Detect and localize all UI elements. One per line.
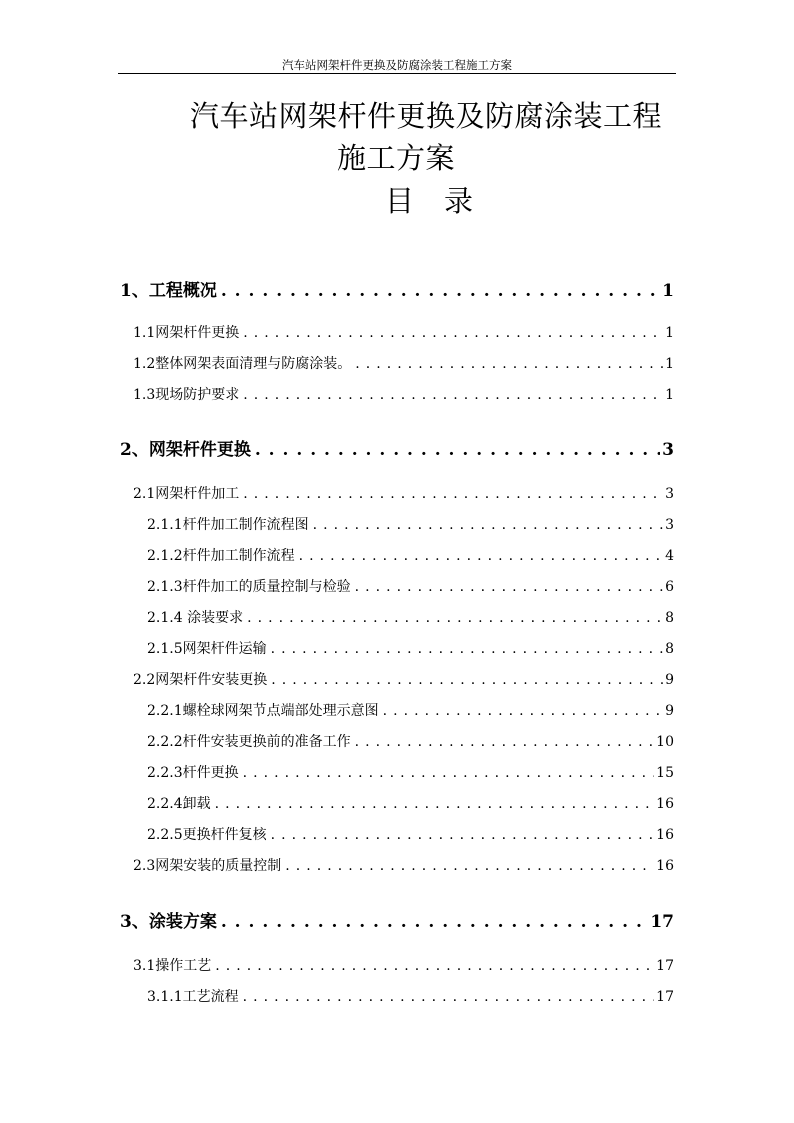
toc-entry[interactable]: [147, 607, 674, 627]
document-title-line-1: 汽车站网架杆件更换及防腐涂装工程: [190, 99, 663, 133]
toc-entry-label: 1、工程概况: [120, 281, 217, 301]
toc-dot-leader: [243, 989, 655, 1005]
toc-entry-page: 16: [656, 827, 674, 843]
toc-entry[interactable]: [147, 762, 674, 782]
toc-entry-label: 2.2.1螺栓球网架节点端部处理示意图: [147, 703, 379, 719]
toc-entry-label: 3.1操作工艺: [133, 958, 212, 974]
toc-entry-label: 2、网架杆件更换: [120, 440, 251, 460]
toc-entry-page: 1: [665, 356, 674, 372]
toc-entry[interactable]: [133, 483, 674, 503]
toc-entry[interactable]: [147, 700, 674, 720]
toc-entry-page: 16: [656, 858, 674, 874]
toc-entry-page: 3: [665, 486, 674, 502]
toc-entry-label: 2.2.2杆件安装更换前的准备工作: [147, 734, 351, 750]
toc-dot-leader: [285, 858, 654, 874]
toc-entry-page: 10: [656, 734, 674, 750]
toc-dot-leader: [215, 958, 654, 974]
toc-entry-page: 8: [665, 610, 674, 626]
toc-entry[interactable]: [147, 793, 674, 813]
toc-dot-leader: [221, 912, 648, 932]
toc-entry-label: 2.1网架杆件加工: [133, 486, 240, 502]
toc-dot-leader: [243, 486, 663, 502]
toc-entry-label: 2.1.5网架杆件运输: [147, 641, 267, 657]
toc-entry-page: 3: [662, 440, 674, 460]
toc-entry-page: 9: [665, 672, 674, 688]
toc-entry[interactable]: [133, 855, 674, 875]
toc-entry-label: 2.1.3杆件加工的质量控制与检验: [147, 579, 351, 595]
toc-entry-page: 17: [656, 958, 674, 974]
toc-entry-page: 1: [665, 325, 674, 341]
toc-entry-page: 1: [662, 281, 674, 301]
toc-entry[interactable]: [147, 514, 674, 534]
toc-dot-leader: [383, 703, 663, 719]
toc-entry[interactable]: [133, 384, 674, 404]
toc-entry-page: 9: [665, 703, 674, 719]
toc-entry[interactable]: [133, 322, 674, 342]
toc-entry-label: 1.1网架杆件更换: [133, 325, 240, 341]
running-header: 汽车站网架杆件更换及防腐涂装工程施工方案: [282, 58, 512, 72]
toc-entry-label: 2.1.4 涂装要求: [147, 610, 244, 626]
toc-entry-label: 2.1.1杆件加工制作流程图: [147, 517, 309, 533]
document-title-line-2: 施工方案: [337, 141, 456, 175]
toc-entry-page: 17: [650, 912, 674, 932]
toc-entry[interactable]: [147, 638, 674, 658]
toc-entry-page: 1: [665, 387, 674, 403]
toc-entry-label: 1.3现场防护要求: [133, 387, 240, 403]
toc-dot-leader: [243, 765, 655, 781]
toc-dot-leader: [243, 325, 663, 341]
toc-entry-page: 6: [665, 579, 674, 595]
toc-entry-page: 4: [665, 548, 674, 564]
toc-entry[interactable]: [133, 955, 674, 975]
toc-entry-label: 2.2.4卸载: [147, 796, 211, 812]
toc-dot-leader: [313, 517, 663, 533]
toc-entry-page: 8: [665, 641, 674, 657]
toc-entry[interactable]: [147, 731, 674, 751]
toc-dot-leader: [243, 387, 663, 403]
toc-dot-leader: [255, 440, 660, 460]
toc-entry[interactable]: [147, 545, 674, 565]
toc-dot-leader: [247, 610, 663, 626]
toc-heading: 目录: [385, 184, 504, 218]
toc-dot-leader: [221, 281, 660, 301]
toc-dot-leader: [271, 827, 655, 843]
toc-entry-page: 15: [656, 765, 674, 781]
toc-dot-leader: [271, 672, 663, 688]
toc-entry-label: 2.2.5更换杆件复核: [147, 827, 267, 843]
toc-entry-page: 17: [656, 989, 674, 1005]
toc-entry[interactable]: [147, 576, 674, 596]
toc-entry-page: 16: [656, 796, 674, 812]
toc-entry-label: 1.2整体网架表面清理与防腐涂装。: [133, 356, 352, 372]
toc-entry-label: 2.3网架安装的质量控制: [133, 858, 282, 874]
toc-dot-leader: [299, 548, 663, 564]
header-rule: [118, 73, 676, 74]
toc-entry-label: 3.1.1工艺流程: [147, 989, 239, 1005]
toc-entry-label: 3、涂装方案: [120, 912, 217, 932]
toc-dot-leader: [355, 734, 655, 750]
toc-entry[interactable]: [120, 907, 674, 932]
toc-dot-leader: [355, 356, 663, 372]
toc-dot-leader: [271, 641, 663, 657]
toc-dot-leader: [355, 579, 663, 595]
toc-entry-page: 3: [665, 517, 674, 533]
toc-entry[interactable]: [120, 435, 674, 460]
toc-dot-leader: [215, 796, 655, 812]
toc-entry[interactable]: [147, 824, 674, 844]
toc-entry-label: 2.2.3杆件更换: [147, 765, 239, 781]
toc-entry-label: 2.2网架杆件安装更换: [133, 672, 268, 688]
toc-entry[interactable]: [133, 669, 674, 689]
toc-entry[interactable]: [147, 986, 674, 1006]
toc-entry[interactable]: [133, 353, 674, 373]
toc-entry-label: 2.1.2杆件加工制作流程: [147, 548, 295, 564]
toc-entry[interactable]: [120, 276, 674, 301]
